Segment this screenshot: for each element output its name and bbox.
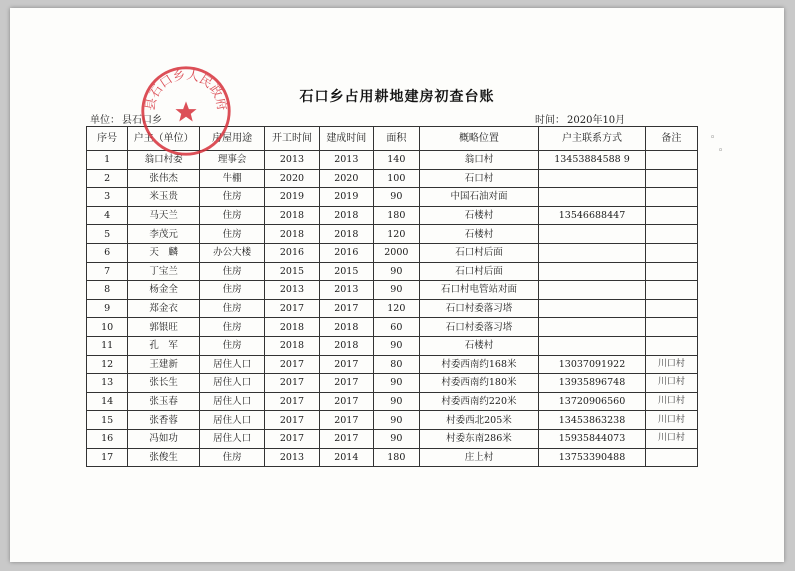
table-cell: 7 bbox=[87, 262, 128, 281]
table-cell: 杨金全 bbox=[128, 281, 200, 300]
table-row bbox=[87, 374, 698, 393]
table-cell: 2020 bbox=[265, 169, 319, 188]
note-cell: 川口村 bbox=[645, 374, 697, 393]
note-cell bbox=[645, 169, 697, 188]
table-cell: 90 bbox=[374, 411, 420, 430]
table-cell: 2017 bbox=[319, 429, 373, 448]
table-cell: 2017 bbox=[319, 355, 373, 374]
table-cell: 14 bbox=[87, 392, 128, 411]
table-cell: 180 bbox=[374, 448, 420, 467]
table-cell: 180 bbox=[374, 206, 420, 225]
table-row bbox=[87, 206, 698, 225]
table-cell bbox=[539, 281, 646, 300]
table-cell: 石楼村 bbox=[419, 336, 539, 355]
table-cell: 郭银旺 bbox=[128, 318, 200, 337]
table-cell: 住房 bbox=[200, 262, 265, 281]
table-cell: 2015 bbox=[265, 262, 319, 281]
header-cell: 序号 bbox=[87, 127, 128, 151]
table-cell: 2018 bbox=[319, 318, 373, 337]
table-cell: 90 bbox=[374, 336, 420, 355]
table-cell bbox=[539, 225, 646, 244]
header-cell: 备注 bbox=[645, 127, 697, 151]
table-cell: 住房 bbox=[200, 318, 265, 337]
margin-mark: ◦ bbox=[710, 133, 716, 143]
margin-mark: ◦ bbox=[718, 146, 724, 156]
table-row bbox=[87, 318, 698, 337]
table-cell: 2018 bbox=[265, 225, 319, 244]
table-cell: 住房 bbox=[200, 188, 265, 207]
table-cell: 张俊生 bbox=[128, 448, 200, 467]
table-cell: 60 bbox=[374, 318, 420, 337]
note-cell bbox=[645, 225, 697, 244]
svg-text:县石口乡人民政府: 县石口乡人民政府 bbox=[141, 66, 231, 112]
table-cell: 120 bbox=[374, 225, 420, 244]
document-title: 石口乡占用耕地建房初查台账 bbox=[299, 89, 495, 105]
table-cell: 2017 bbox=[319, 411, 373, 430]
date-line bbox=[535, 111, 625, 126]
table-row bbox=[87, 336, 698, 355]
table-row bbox=[87, 429, 698, 448]
table-cell: 90 bbox=[374, 262, 420, 281]
table-cell: 2018 bbox=[265, 336, 319, 355]
table-cell: 住房 bbox=[200, 281, 265, 300]
table-cell: 居住人口 bbox=[200, 429, 265, 448]
table-cell: 张长生 bbox=[128, 374, 200, 393]
table-cell: 村委西南约168米 bbox=[419, 355, 539, 374]
date-label: 时间： bbox=[535, 115, 565, 126]
table-cell: 2017 bbox=[265, 355, 319, 374]
table-cell: 石口村电管站对面 bbox=[419, 281, 539, 300]
table-cell: 石口村后面 bbox=[419, 243, 539, 262]
table-cell: 80 bbox=[374, 355, 420, 374]
table-cell: 2017 bbox=[319, 374, 373, 393]
table-cell: 2019 bbox=[265, 188, 319, 207]
header-cell: 面积 bbox=[374, 127, 420, 151]
header-cell: 开工时间 bbox=[265, 127, 319, 151]
table-cell: 住房 bbox=[200, 206, 265, 225]
table-body bbox=[87, 151, 698, 467]
table-cell: 2017 bbox=[265, 429, 319, 448]
unit-label: 单位： bbox=[90, 115, 120, 126]
table-cell: 张玉春 bbox=[128, 392, 200, 411]
table-cell: 马天兰 bbox=[128, 206, 200, 225]
unit-value: 县石口乡 bbox=[122, 115, 162, 126]
table-cell: 2013 bbox=[319, 281, 373, 300]
table-cell bbox=[539, 299, 646, 318]
table-cell: 居住人口 bbox=[200, 355, 265, 374]
table-cell: 13453863238 bbox=[539, 411, 646, 430]
note-cell bbox=[645, 188, 697, 207]
table-row bbox=[87, 392, 698, 411]
table-cell: 庄上村 bbox=[419, 448, 539, 467]
table-cell: 2000 bbox=[374, 243, 420, 262]
table-cell: 村委西南约180米 bbox=[419, 374, 539, 393]
header-cell: 概略位置 bbox=[419, 127, 539, 151]
header-cell: 建成时间 bbox=[319, 127, 373, 151]
table-cell: 石楼村 bbox=[419, 225, 539, 244]
table-cell: 3 bbox=[87, 188, 128, 207]
table-cell: 2013 bbox=[265, 151, 319, 170]
table-cell: 石口村后面 bbox=[419, 262, 539, 281]
table-row bbox=[87, 169, 698, 188]
table-cell: 石口村委落习塔 bbox=[419, 318, 539, 337]
table-cell: 张伟杰 bbox=[128, 169, 200, 188]
table-cell: 13453884588 9 bbox=[539, 151, 646, 170]
table-cell: 郑金衣 bbox=[128, 299, 200, 318]
table-cell: 90 bbox=[374, 429, 420, 448]
table-cell: 孔 军 bbox=[128, 336, 200, 355]
table-cell bbox=[539, 243, 646, 262]
table-cell: 居住人口 bbox=[200, 411, 265, 430]
table-cell: 2 bbox=[87, 169, 128, 188]
table-cell: 11 bbox=[87, 336, 128, 355]
table-cell: 理事会 bbox=[200, 151, 265, 170]
table-cell: 牛棚 bbox=[200, 169, 265, 188]
table-cell: 2015 bbox=[319, 262, 373, 281]
table-cell: 办公大楼 bbox=[200, 243, 265, 262]
table-cell: 2018 bbox=[319, 336, 373, 355]
table-row bbox=[87, 281, 698, 300]
table-cell: 2013 bbox=[265, 448, 319, 467]
table-cell: 天 麟 bbox=[128, 243, 200, 262]
table-cell: 2017 bbox=[319, 392, 373, 411]
note-cell bbox=[645, 262, 697, 281]
table-cell: 2017 bbox=[265, 374, 319, 393]
note-cell bbox=[645, 243, 697, 262]
table-cell: 丁宝兰 bbox=[128, 262, 200, 281]
table-row bbox=[87, 411, 698, 430]
table-row bbox=[87, 188, 698, 207]
note-cell bbox=[645, 281, 697, 300]
table-cell: 2017 bbox=[265, 411, 319, 430]
table-cell: 13753390488 bbox=[539, 448, 646, 467]
table-cell: 2013 bbox=[265, 281, 319, 300]
note-cell: 川口村 bbox=[645, 355, 697, 374]
table-cell: 90 bbox=[374, 374, 420, 393]
table-row bbox=[87, 299, 698, 318]
note-cell bbox=[645, 318, 697, 337]
table-cell: 140 bbox=[374, 151, 420, 170]
table-cell: 13 bbox=[87, 374, 128, 393]
table-cell: 10 bbox=[87, 318, 128, 337]
table-cell: 王建新 bbox=[128, 355, 200, 374]
table-row bbox=[87, 262, 698, 281]
table-cell: 住房 bbox=[200, 448, 265, 467]
table-cell bbox=[539, 262, 646, 281]
table-cell: 中国石油对面 bbox=[419, 188, 539, 207]
table-row bbox=[87, 243, 698, 262]
table-row bbox=[87, 225, 698, 244]
table-cell: 冯如功 bbox=[128, 429, 200, 448]
table-cell: 90 bbox=[374, 188, 420, 207]
table-cell: 13935896748 bbox=[539, 374, 646, 393]
table-cell: 2017 bbox=[265, 299, 319, 318]
table-cell: 8 bbox=[87, 281, 128, 300]
table-cell: 100 bbox=[374, 169, 420, 188]
note-cell bbox=[645, 151, 697, 170]
table-cell: 15 bbox=[87, 411, 128, 430]
table-cell: 村委西南约220米 bbox=[419, 392, 539, 411]
table-cell: 张香蓉 bbox=[128, 411, 200, 430]
table-cell: 2016 bbox=[265, 243, 319, 262]
table-cell: 2019 bbox=[319, 188, 373, 207]
table-cell: 李茂元 bbox=[128, 225, 200, 244]
table-cell: 15935844073 bbox=[539, 429, 646, 448]
table-cell: 2014 bbox=[319, 448, 373, 467]
table-cell bbox=[539, 336, 646, 355]
table-cell: 2017 bbox=[265, 392, 319, 411]
note-cell: 川口村 bbox=[645, 429, 697, 448]
table-cell bbox=[539, 169, 646, 188]
note-cell: 川口村 bbox=[645, 392, 697, 411]
table-cell: 13546688447 bbox=[539, 206, 646, 225]
table-cell bbox=[539, 318, 646, 337]
note-cell bbox=[645, 448, 697, 467]
table-cell: 90 bbox=[374, 392, 420, 411]
date-value: 2020年10月 bbox=[567, 115, 626, 126]
header-cell: 户主联系方式 bbox=[539, 127, 646, 151]
note-cell bbox=[645, 336, 697, 355]
table-cell: 2018 bbox=[319, 225, 373, 244]
table-header-row bbox=[87, 127, 698, 151]
table-cell: 17 bbox=[87, 448, 128, 467]
table-cell: 1 bbox=[87, 151, 128, 170]
note-cell bbox=[645, 299, 697, 318]
table-cell: 6 bbox=[87, 243, 128, 262]
table-cell: 2018 bbox=[319, 206, 373, 225]
table-cell: 2013 bbox=[319, 151, 373, 170]
table-cell: 5 bbox=[87, 225, 128, 244]
note-cell: 川口村 bbox=[645, 411, 697, 430]
table-cell: 2017 bbox=[319, 299, 373, 318]
table-cell: 120 bbox=[374, 299, 420, 318]
table-row bbox=[87, 448, 698, 467]
table-cell: 米玉贵 bbox=[128, 188, 200, 207]
table-cell: 石口村委落习塔 bbox=[419, 299, 539, 318]
table-cell: 9 bbox=[87, 299, 128, 318]
table-cell: 13720906560 bbox=[539, 392, 646, 411]
table-cell: 16 bbox=[87, 429, 128, 448]
header-cell: 户主（单位） bbox=[128, 127, 200, 151]
table-cell: 2018 bbox=[265, 206, 319, 225]
table-cell: 12 bbox=[87, 355, 128, 374]
table-cell: 翁口村 bbox=[419, 151, 539, 170]
table-row bbox=[87, 151, 698, 170]
unit-line bbox=[90, 111, 162, 126]
table-cell: 住房 bbox=[200, 299, 265, 318]
table-cell: 石楼村 bbox=[419, 206, 539, 225]
table-cell: 13037091922 bbox=[539, 355, 646, 374]
table-cell: 2020 bbox=[319, 169, 373, 188]
note-cell bbox=[645, 206, 697, 225]
table-cell: 石口村 bbox=[419, 169, 539, 188]
table-cell: 2018 bbox=[265, 318, 319, 337]
table-cell: 村委西北205米 bbox=[419, 411, 539, 430]
table-cell: 翁口村委 bbox=[128, 151, 200, 170]
table-cell: 居住人口 bbox=[200, 392, 265, 411]
table-cell bbox=[539, 188, 646, 207]
table-cell: 村委东南286米 bbox=[419, 429, 539, 448]
table-cell: 4 bbox=[87, 206, 128, 225]
table-cell: 住房 bbox=[200, 336, 265, 355]
table-cell: 90 bbox=[374, 281, 420, 300]
table-cell: 住房 bbox=[200, 225, 265, 244]
table-cell: 2016 bbox=[319, 243, 373, 262]
table-row bbox=[87, 355, 698, 374]
document-page bbox=[10, 8, 784, 562]
ledger-table bbox=[86, 126, 698, 467]
table-cell: 居住人口 bbox=[200, 374, 265, 393]
header-cell: 房屋用途 bbox=[200, 127, 265, 151]
